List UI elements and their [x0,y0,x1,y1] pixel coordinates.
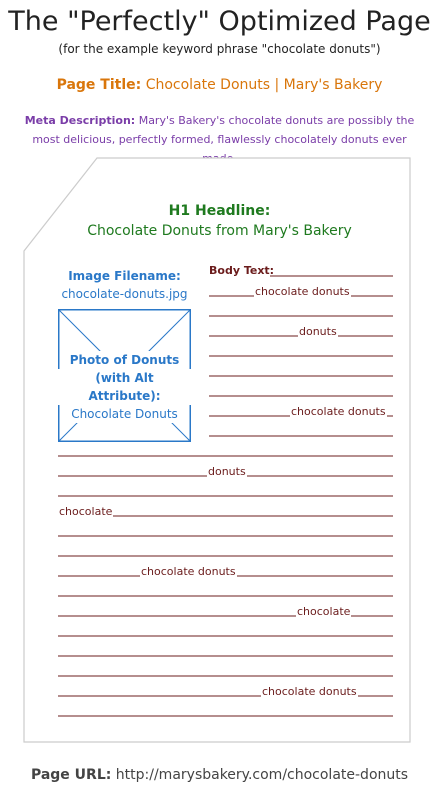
page-title-value: Chocolate Donuts | Mary's Bakery [145,77,383,93]
h1-headline-label: H1 Headline: [168,203,271,219]
image-filename-label: Image Filename: [68,269,181,283]
body-keyword: chocolate [297,605,351,618]
photo-label-line2: (with Alt Attribute): [58,369,191,405]
body-keyword: donuts [208,465,246,478]
body-keyword: chocolate donuts [262,685,357,698]
photo-label-line1: Photo of Donuts [69,353,180,367]
page-url-value: http://marysbakery.com/chocolate-donuts [115,767,409,783]
body-keyword: chocolate [59,505,113,518]
body-keyword: chocolate donuts [255,285,350,298]
body-text-label: Body Text: [209,264,275,277]
body-keyword: chocolate donuts [141,565,236,578]
page-url-annotation [0,767,439,783]
photo-alt-text: Chocolate Donuts [71,407,178,421]
body-keyword: chocolate donuts [291,405,386,418]
page-title-label: Page Title: [56,77,142,93]
page-url-label: Page URL: [30,767,112,783]
image-filename-value: chocolate-donuts.jpg [61,287,188,301]
body-keyword: donuts [299,325,337,338]
diagram-subtitle: (for the example keyword phrase "chocolate donuts") [58,42,381,56]
photo-alt-label [58,351,191,423]
h1-headline-text: Chocolate Donuts from Mary's Bakery [87,223,352,239]
meta-description-value: Mary's Bakery's chocolate donuts are possibly the most delicious, perfectly formed, flawlessly chocolately donuts ever [32,114,415,146]
meta-description-label: Meta Description: [24,114,136,127]
diagram-title: The "Perfectly" Optimized Page [8,6,431,37]
